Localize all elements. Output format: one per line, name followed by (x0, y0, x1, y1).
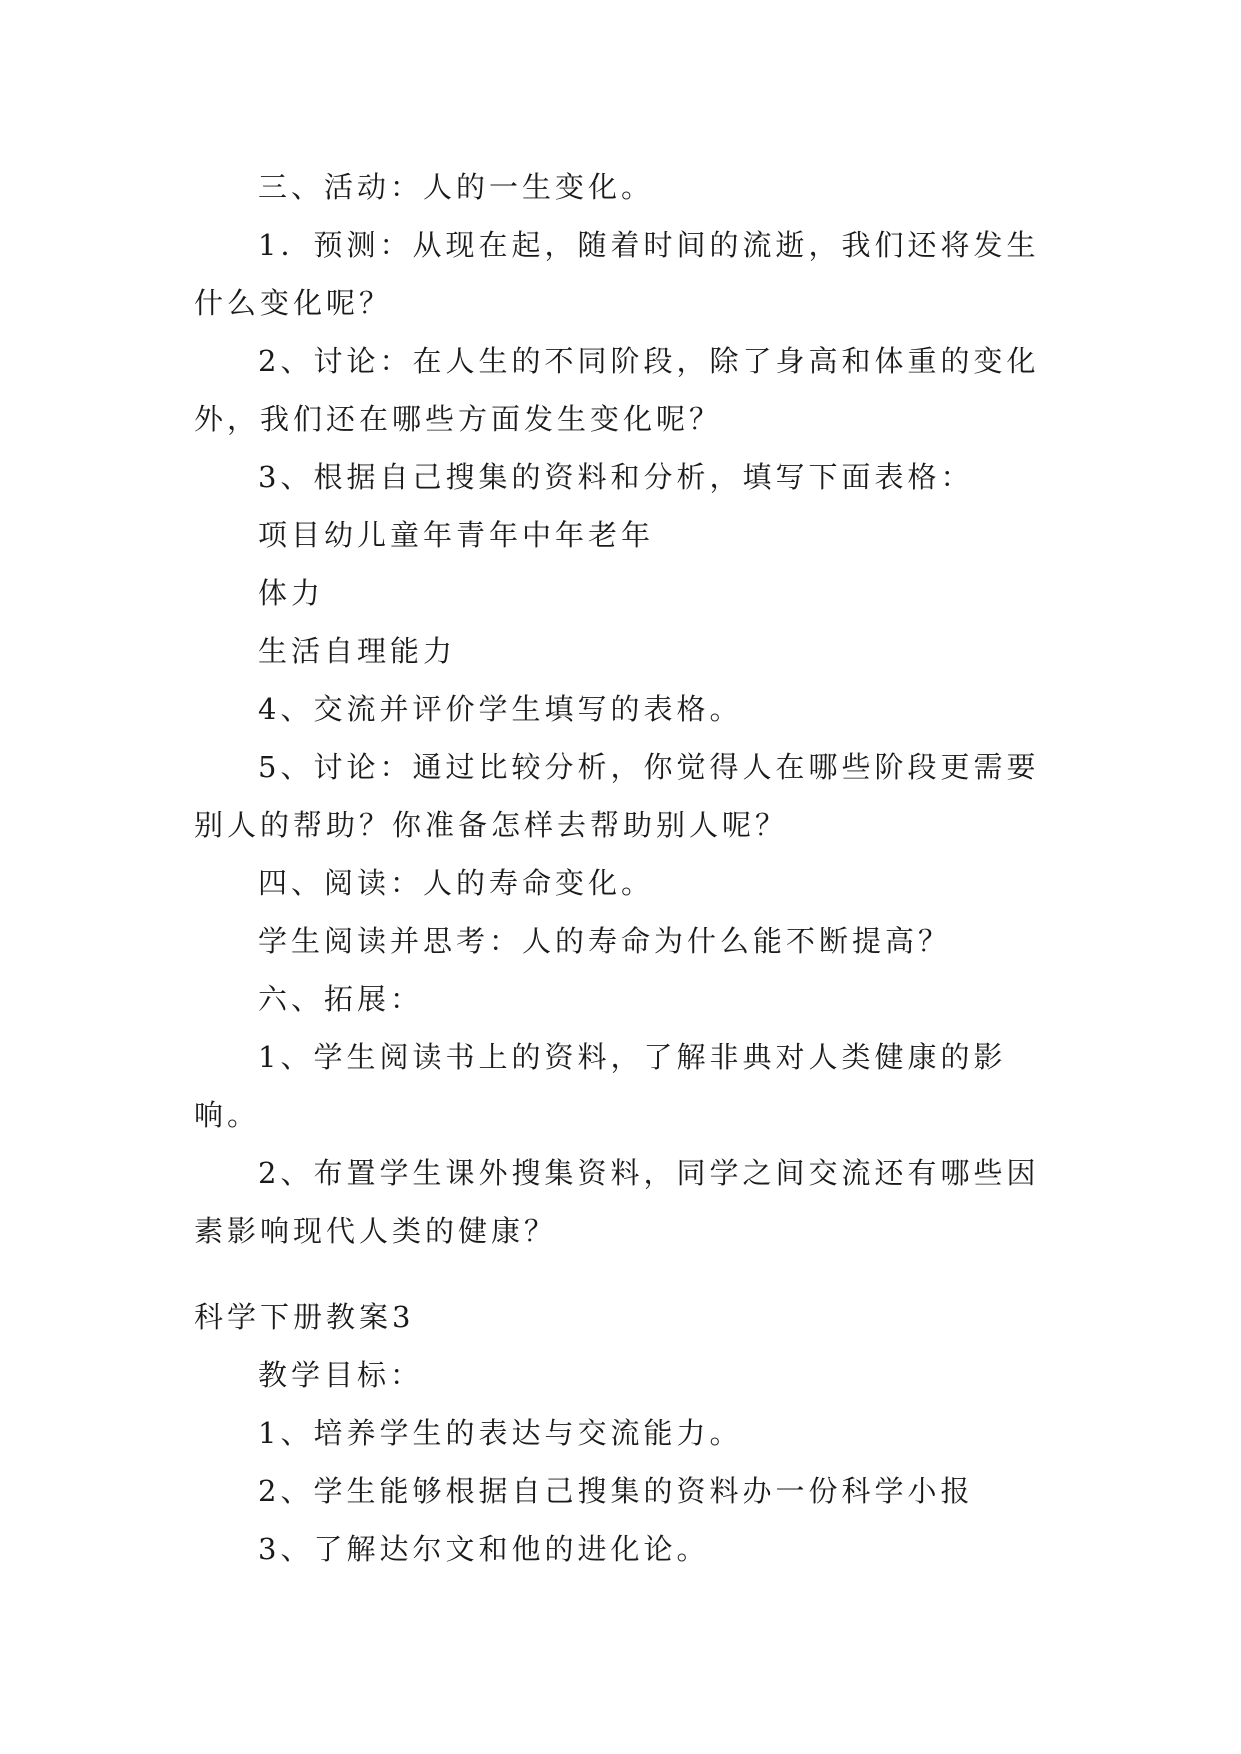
paragraph: 体力 (258, 576, 325, 610)
paragraph: 2、布置学生课外搜集资料，同学之间交流还有哪些因素影响现代人类的健康？ (194, 1156, 1040, 1248)
paragraph: 1、培养学生的表达与交流能力。 (258, 1416, 743, 1450)
paragraph: 2、讨论：在人生的不同阶段，除了身高和体重的变化外，我们还在哪些方面发生变化呢？ (194, 344, 1040, 436)
paragraph: 4、交流并评价学生填写的表格。 (258, 692, 743, 726)
paragraph: 教学目标： (258, 1358, 424, 1392)
document-body (194, 158, 1064, 1578)
paragraph: 生活自理能力 (258, 634, 457, 668)
paragraph: 3、根据自己搜集的资料和分析，填写下面表格： (258, 460, 974, 494)
paragraph: 5、讨论：通过比较分析，你觉得人在哪些阶段更需要别人的帮助？你准备怎样去帮助别人呢？ (194, 750, 1040, 842)
section-title: 科学下册教案3 (194, 1300, 415, 1334)
paragraph: 项目幼儿童年青年中年老年 (258, 518, 655, 552)
paragraph: 3、了解达尔文和他的进化论。 (258, 1532, 710, 1566)
paragraph: 三、活动：人的一生变化。 (258, 170, 655, 204)
paragraph: 学生阅读并思考：人的寿命为什么能不断提高？ (258, 924, 952, 958)
paragraph: 1．预测：从现在起，随着时间的流逝，我们还将发生什么变化呢？ (194, 228, 1040, 320)
paragraph: 六、拓展： (258, 982, 424, 1016)
paragraph: 四、阅读：人的寿命变化。 (258, 866, 655, 900)
paragraph: 1、学生阅读书上的资料，了解非典对人类健康的影响。 (194, 1040, 1007, 1132)
paragraph: 2、学生能够根据自己搜集的资料办一份科学小报 (258, 1474, 974, 1508)
